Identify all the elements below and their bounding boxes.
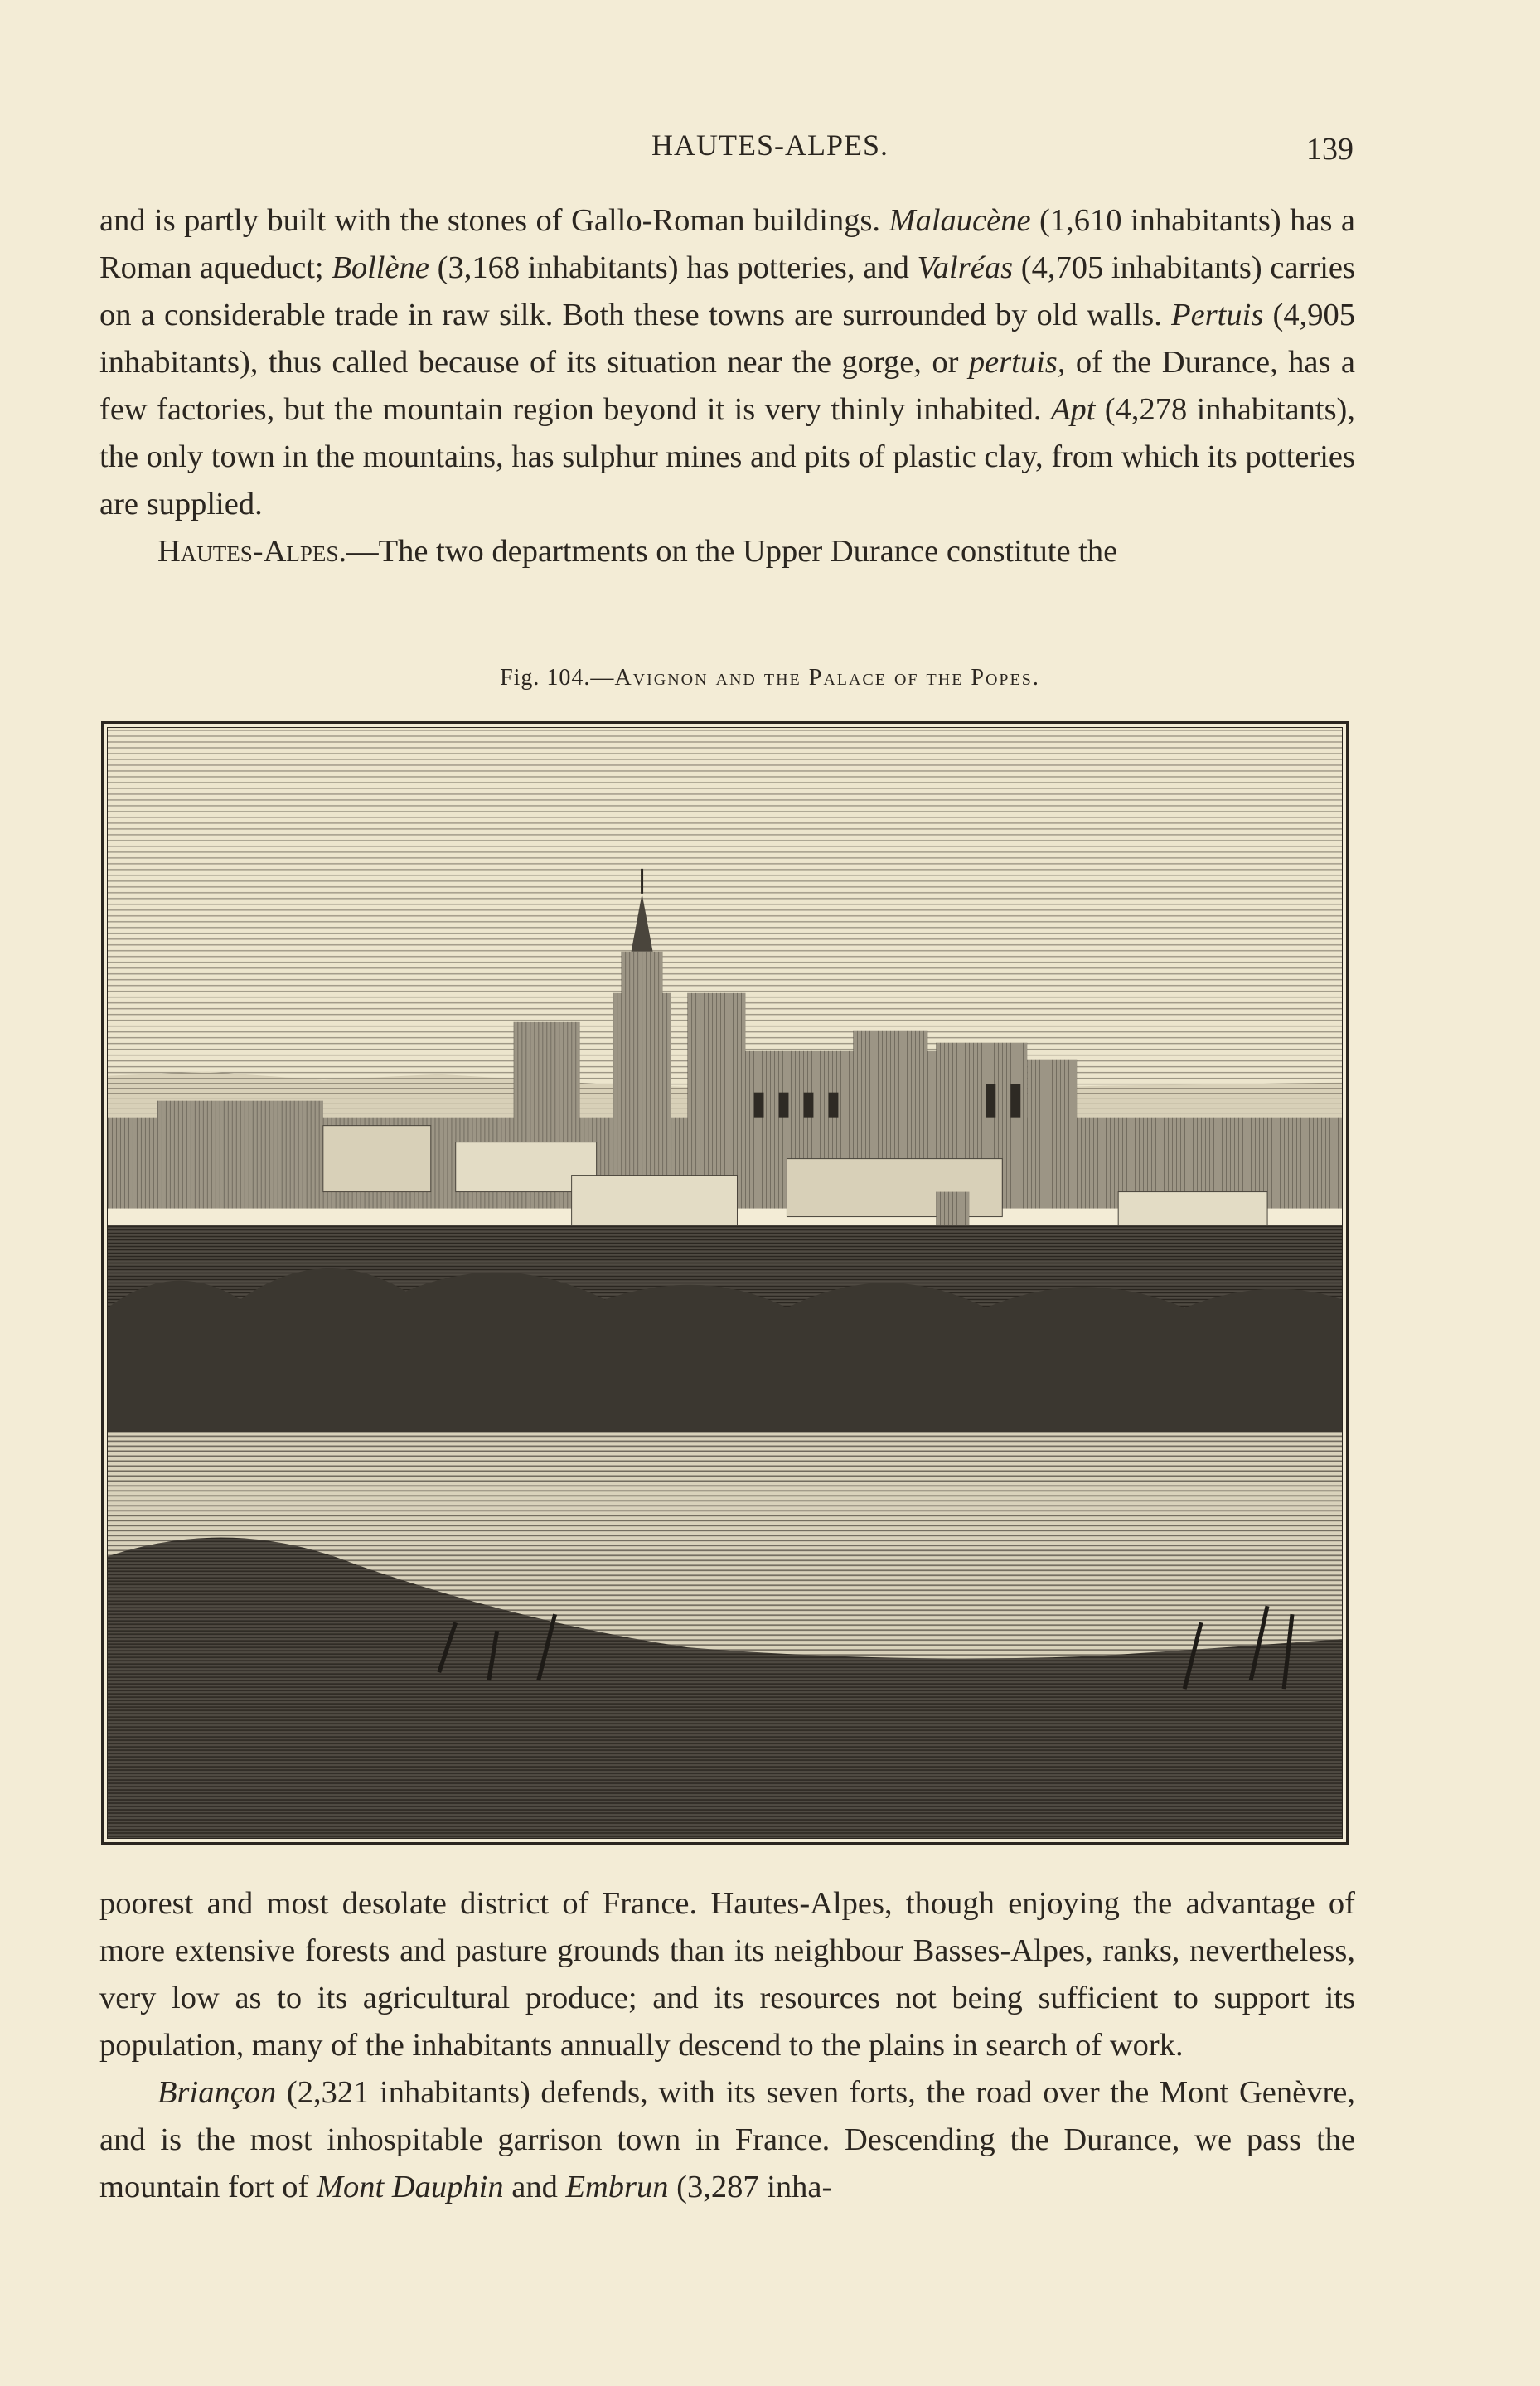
figure-engraving [101,721,1349,1845]
text-run: poorest and most desolate district of France. Hautes-Alpes, though enjoying the advantage of more extensive forests and pasture grounds than its neighbour Basses-Alpes, ranks, nevertheless, very low as to its agricultural produce; and its resources not being sufficient to support its population, many of the inhabitants annually descend to the plains in search of work. [99,1886,1355,2063]
bottom-paragraph [99,1880,1355,2069]
italic-place-name: pertuis, [968,345,1066,380]
figure-number: Fig. 104.— [500,665,615,691]
italic-place-name: Malaucène [889,203,1031,238]
text-run: (3,168 inhabitants) has potteries, and [429,250,918,285]
text-run: (3,287 inha- [668,2170,833,2204]
italic-place-name: Briançon [157,2075,277,2110]
italic-place-name: Apt [1050,392,1096,427]
engraving-image [107,727,1343,1839]
text-run: (4,905 inhabitants), thus called because of its situation near the gorge, or [99,298,1355,380]
italic-place-name: Bollène [332,250,429,285]
top-paragraph [99,528,1355,575]
text-run: —The two departments on the Upper Durance constitute the [346,534,1118,569]
italic-place-name: Mont Dauphin [316,2170,504,2204]
text-run: and [503,2170,566,2204]
page-number: 139 [1306,132,1354,167]
small-caps-heading: Hautes-Alpes. [157,534,347,569]
text-run: (4,705 inhabitants) carries on a considerable trade in raw silk. Both these towns are surrounded by old walls. [99,250,1355,332]
body-text-top [99,197,1355,575]
italic-place-name: Valréas [917,250,1014,285]
figure-caption [0,665,1540,691]
text-run: (4,278 inhabitants), the only town in the mountains, has sulphur mines and pits of plastic clay, from which its potteries are supplied. [99,392,1355,521]
figure-title: Avignon and the Palace of the Popes. [614,665,1040,691]
running-head: HAUTES-ALPES. [651,129,889,162]
italic-place-name: Pertuis [1171,298,1264,332]
top-paragraph [99,197,1355,528]
italic-place-name: Embrun [565,2170,669,2204]
body-text-bottom [99,1880,1355,2211]
bottom-paragraph [99,2069,1355,2211]
text-run: (1,610 inhabitants) has a Roman aqueduct; [99,203,1355,285]
text-run: and is partly built with the stones of Gallo-Roman buildings. [99,203,889,238]
text-run: (2,321 inhabitants) defends, with its seven forts, the road over the Mont Genèvre, and is the most inhospitable garrison town in France. Descending the Durance, we pass the mountain fort of [99,2075,1355,2204]
text-run: of the Durance, has a few factories, but the mountain region beyond it is very thinly inhabited. [99,345,1356,427]
page-header [0,123,1540,167]
